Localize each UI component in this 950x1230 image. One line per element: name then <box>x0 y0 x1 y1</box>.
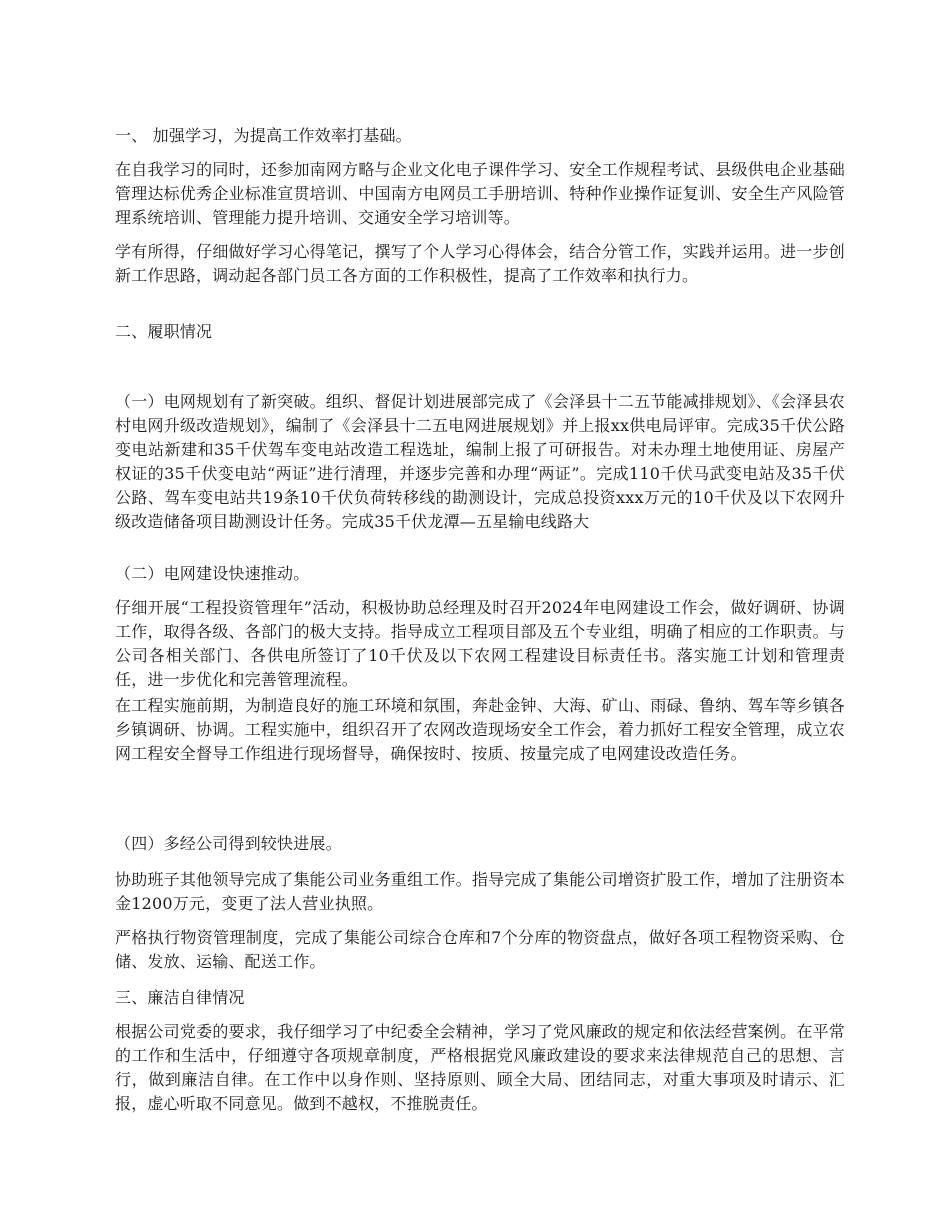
paragraph-company-restructure: 协助班子其他领导完成了集能公司业务重组工作。指导完成了集能公司增资扩股工作，增加了注册资本金1200万元，变更了法人营业执照。 <box>115 870 845 913</box>
paragraph-learning-results: 学有所得，仔细做好学习心得笔记，撰写了个人学习心得体会，结合分管工作，实践并运用。进一步创新工作思路，调动起各部门员工各方面的工作积极性，提高了工作效率和执行力。 <box>115 242 845 285</box>
subsection-heading-grid-construction: （二）电网建设快速推动。 <box>115 564 310 583</box>
paragraph-materials-management: 严格执行物资管理制度，完成了集能公司综合仓库和7个分库的物资盘点，做好各项工程物资采购、仓储、发放、运输、配送工作。 <box>115 928 845 971</box>
section-heading-study: 一、 加强学习，为提高工作效率打基础。 <box>115 126 412 145</box>
paragraph-integrity-self-discipline: 根据公司党委的要求，我仔细学习了中纪委全会精神，学习了党风廉政的规定和依法经营案例。在平常的工作和生活中，仔细遵守各项规章制度，严格根据党风廉政建设的要求来法律规范自己的思想、言行，做到廉洁自律。在工作中以身作则、坚持原则、顾全大局、团结同志，对重大事项及时请示、汇报，虚心听取不同意见。做到不越权，不推脱责任。 <box>115 1022 845 1113</box>
paragraph-grid-planning: （一）电网规划有了新突破。组织、督促计划进展部完成了《会泽县十二五节能减排规划》、《会泽县农村电网升级改造规划》，编制了《会泽县十二五电网进展规划》并上报xx供电局评审。完成35千伏公路变电站新建和35千伏驾车变电站改造工程选址，编制上报了可研报告。对未办理土地使用证、房屋产权证的35千伏变电站“两证”进行清理，并逐步完善和办理“两证”。完成110千伏马武变电站及35千伏公路、驾车变电站共19条10千伏负荷转移线的勘测设计，完成总投资xxx万元的10千伏及以下农网升级改造储备项目勘测设计任务。完成35千伏龙潭—五星输电线路大 <box>115 392 845 531</box>
subsection-heading-diversified-company: （四）多经公司得到较快进展。 <box>115 834 342 853</box>
paragraph-training-list: 在自我学习的同时，还参加南网方略与企业文化电子课件学习、安全工作规程考试、县级供电企业基础管理达标优秀企业标准宣贯培训、中国南方电网员工手册培训、特种作业操作证复训、安全生产风险管理系统培训、管理能力提升培训、交通安全学习培训等。 <box>115 160 845 227</box>
paragraph-project-implementation: 在工程实施前期，为制造良好的施工环境和氛围，奔赴金钟、大海、矿山、雨碌、鲁纳、驾车等乡镇各乡镇调研、协调。工程实施中，组织召开了农网改造现场安全工作会，着力抓好工程安全管理，成立农网工程安全督导工作组进行现场督导，确保按时、按质、按量完成了电网建设改造任务。 <box>115 696 845 763</box>
section-heading-integrity: 三、廉洁自律情况 <box>115 988 245 1007</box>
section-heading-duties: 二、履职情况 <box>115 322 213 341</box>
paragraph-investment-management: 仔细开展“工程投资管理年”活动，积极协助总经理及时召开2024年电网建设工作会，做好调研、协调工作，取得各级、各部门的极大支持。指导成立工程项目部及五个专业组，明确了相应的工作职责。与公司各相关部门、各供电所签订了10千伏及以下农网工程建设目标责任书。落实施工计划和管理责任，进一步优化和完善管理流程。 <box>115 598 845 689</box>
